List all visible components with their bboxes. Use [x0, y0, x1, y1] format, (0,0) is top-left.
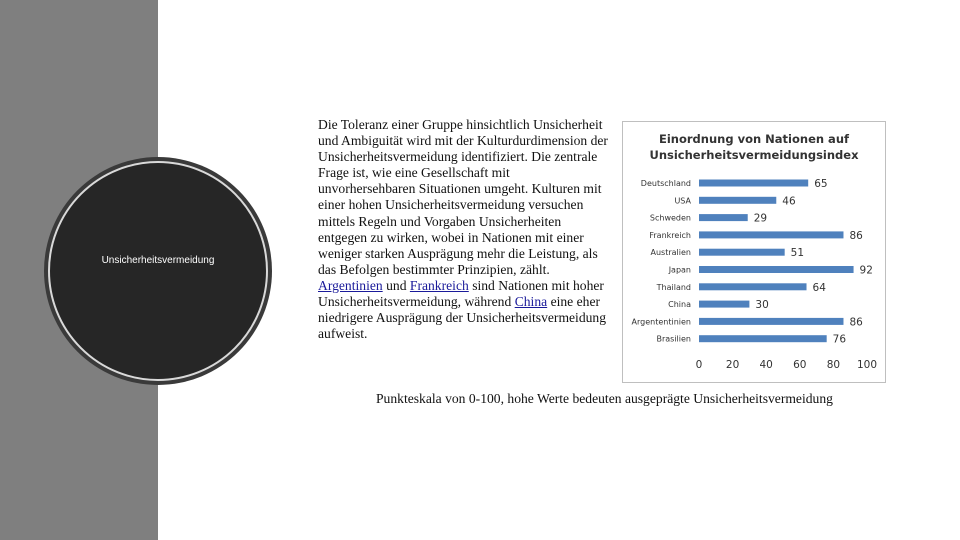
chart-image — [622, 121, 886, 383]
data-label: 30 — [755, 299, 769, 312]
slide-title: Unsicherheitsvermeidung — [101, 255, 215, 266]
data-label: 65 — [814, 178, 828, 190]
body-paragraph — [318, 117, 610, 342]
bar — [699, 301, 749, 308]
bar — [699, 249, 785, 256]
category-label: Thailand — [656, 282, 691, 292]
data-label: 86 — [849, 316, 863, 329]
category-label: Frankreich — [649, 230, 691, 240]
link-frankreich[interactable]: Frankreich — [409, 277, 469, 293]
category-label: Argententinien — [631, 317, 691, 327]
data-label: 64 — [812, 281, 826, 294]
bar — [699, 214, 748, 221]
bar — [699, 197, 776, 204]
bar — [699, 318, 843, 325]
chart-caption: Punkteskala von 0-100, hohe Werte bedeuten ausgeprägte Unsicherheitsvermeidung — [376, 391, 833, 406]
bar-chart — [623, 122, 885, 382]
bar — [699, 335, 827, 342]
bar — [699, 266, 854, 273]
x-tick-label: 20 — [725, 359, 740, 371]
paragraph-text-middle: sind Nationen mit hoher Unsicherheitsvermeidung, während — [318, 277, 604, 310]
category-label: China — [668, 300, 691, 310]
x-tick-label: 40 — [759, 359, 773, 371]
paragraph-text-intro: Die Toleranz einer Gruppe hinsichtlich Unsicherheit und Ambiguität wird mit der Kulturdurdimension der Unsicherheitsvermeidung identifiziert. Die zentrale Frage ist, wie eine Gesellschaft mit unvorhersehbaren Situationen umgeht. Kulturen mit einer hohen Unsicherheitsvermeidung versuchen mittels Regeln und Vorgaben Unsicherheiten entgegen zu wirken, wobei in Nationen mit einer weniger starken Ausprägung mehr die Leistung, als das Befolgen bestimmter Prinzipien, zählt. — [318, 117, 608, 277]
chart-title: Einordnung von Nationen auf Unsicherheitsvermeidungsindex — [649, 132, 859, 162]
x-tick-label: 0 — [695, 359, 703, 371]
data-label: 76 — [832, 333, 847, 346]
bar — [699, 231, 843, 238]
link-china[interactable]: China — [514, 294, 548, 310]
data-label: 29 — [753, 212, 768, 225]
data-label: 46 — [782, 195, 796, 208]
title-circle — [48, 161, 268, 381]
paragraph-text-und: und — [386, 277, 407, 293]
category-label: Deutschland — [640, 179, 691, 188]
category-label: Brasilien — [656, 334, 691, 344]
link-argentinien[interactable]: Argentinien — [318, 277, 383, 293]
data-label: 92 — [859, 264, 873, 277]
bar — [699, 283, 807, 290]
data-label: 86 — [849, 229, 863, 242]
x-tick-label: 100 — [856, 359, 878, 371]
category-label: USA — [674, 196, 691, 206]
category-label: Japan — [668, 265, 691, 275]
x-tick-label: 60 — [793, 359, 807, 371]
paragraph-text-end: eine eher niedrigere Ausprägung der Unsicherheitsvermeidung aufweist. — [318, 294, 607, 342]
category-label: Australien — [650, 248, 691, 258]
x-tick-label: 80 — [826, 359, 841, 371]
bar — [699, 180, 808, 187]
category-label: Schweden — [649, 213, 691, 223]
data-label: 51 — [790, 247, 805, 260]
